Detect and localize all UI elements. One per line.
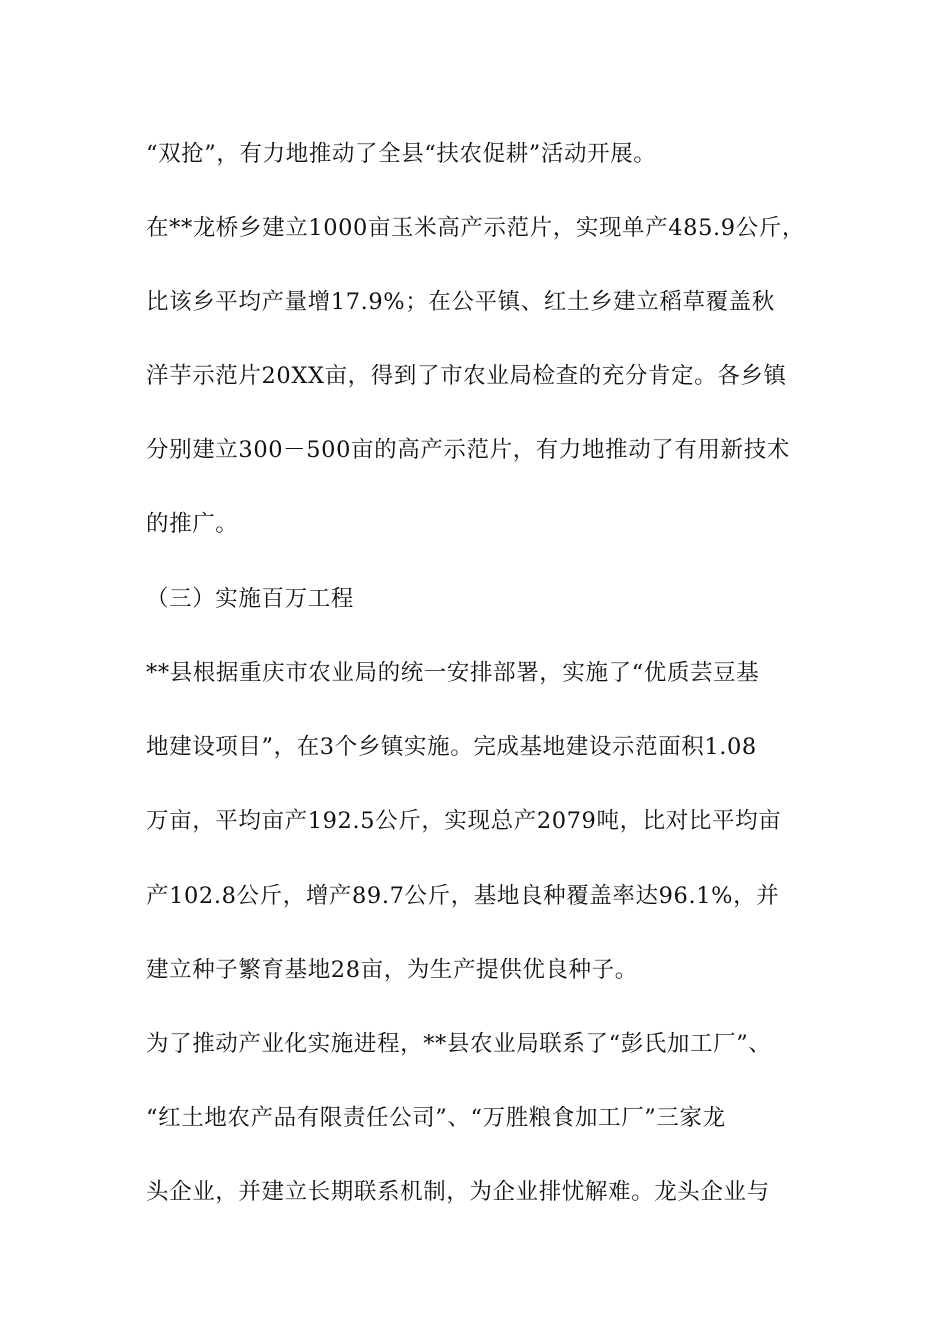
text-line: 地建设项目”，在3个乡镇实施。完成基地建设示范面积1.08 [146,734,757,760]
text-line: 万亩，平均亩产192.5公斤，实现总产2079吨，比对比平均亩 [146,808,782,834]
text-line: 比该乡平均产量增17.9%；在公平镇、红土乡建立稻草覆盖秋 [146,289,775,315]
text-line: “双抢”，有力地推动了全县“扶农促耕”活动开展。 [146,141,657,167]
text-line: 洋芋示范片20XX亩，得到了市农业局检查的充分肯定。各乡镇 [146,363,787,389]
text-line: 分别建立300－500亩的高产示范片，有力地推动了有用新技术 [146,437,790,463]
text-line: 建立种子繁育基地28亩，为生产提供优良种子。 [146,957,638,983]
section-heading: （三）实施百万工程 [146,586,354,612]
text-line: 为了推动产业化实施进程，**县农业局联系了“彭氏加工厂”、 [146,1031,772,1057]
text-line: **县根据重庆市农业局的统一安排部署，实施了“优质芸豆基 [146,660,760,686]
text-line: 在**龙桥乡建立1000亩玉米高产示范片，实现单产485.9公斤， [146,215,805,241]
text-line: 的推广。 [146,511,239,537]
text-line: “红土地农产品有限责任公司”、“万胜粮食加工厂”三家龙 [146,1105,726,1131]
text-line: 产102.8公斤，增产89.7公斤，基地良种覆盖率达96.1%，并 [146,883,780,909]
text-line: 头企业，并建立长期联系机制，为企业排忧解难。龙头企业与 [146,1179,770,1205]
